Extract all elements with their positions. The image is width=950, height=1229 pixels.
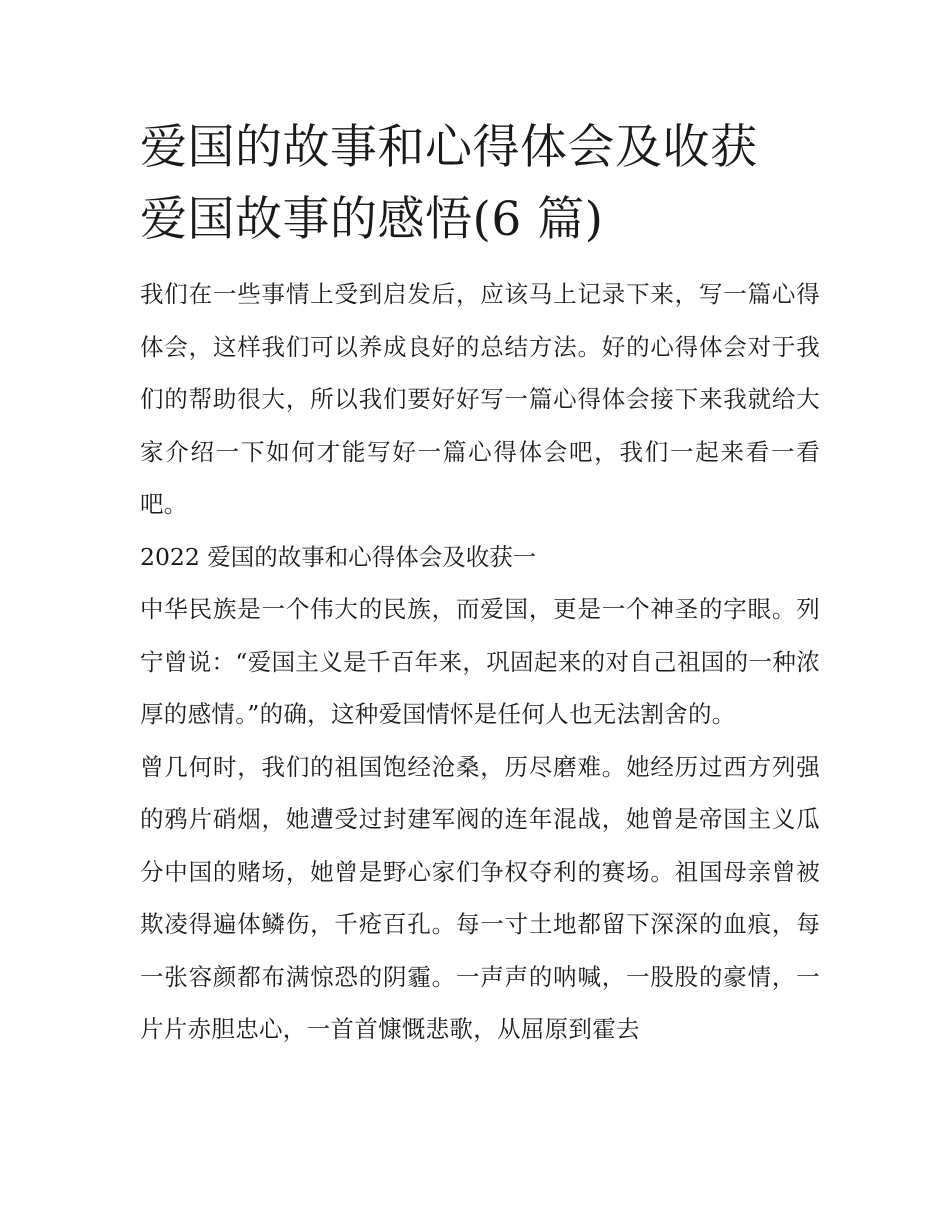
section-heading: 2022 爱国的故事和心得体会及收获一	[140, 542, 537, 571]
body-paragraph-2: 曾几何时，我们的祖国饱经沧桑，历尽磨难。她经历过西方列强的鸦片硝烟，她遭受过封建军阀的连年混战，她曾是帝国主义瓜分中国的赌场，她曾是野心家们争权夺利的赛场。祖国母亲曾被欺凌得遍体鳞伤，千疮百孔。每一寸土地都留下深深的血痕，每一张容颜都布满惊恐的阴霾。一声声的呐喊，一股股的豪情，一片片赤胆忠心，一首首慷慨悲歌，从屈原到霍去	[140, 752, 820, 1043]
document-title	[140, 112, 820, 256]
body-paragraph-1: 中华民族是一个伟大的民族，而爱国，更是一个神圣的字眼。列宁曾说：“爱国主义是千百年来，巩固起来的对自己祖国的一种浓厚的感情。”的确，这种爱国情怀是任何人也无法割舍的。	[140, 595, 820, 728]
intro-paragraph: 我们在一些事情上受到启发后，应该马上记录下来，写一篇心得体会，这样我们可以养成良好的总结方法。好的心得体会对于我们的帮助很大，所以我们要好好写一篇心得体会接下来我就给大家介绍一下如何才能写好一篇心得体会吧，我们一起来看一看吧。	[140, 280, 820, 518]
title-line-1: 爱国的故事和心得体会及收获	[140, 120, 758, 175]
document-content	[140, 112, 820, 1056]
title-line-2: 爱国故事的感悟(6 篇)	[140, 192, 604, 247]
